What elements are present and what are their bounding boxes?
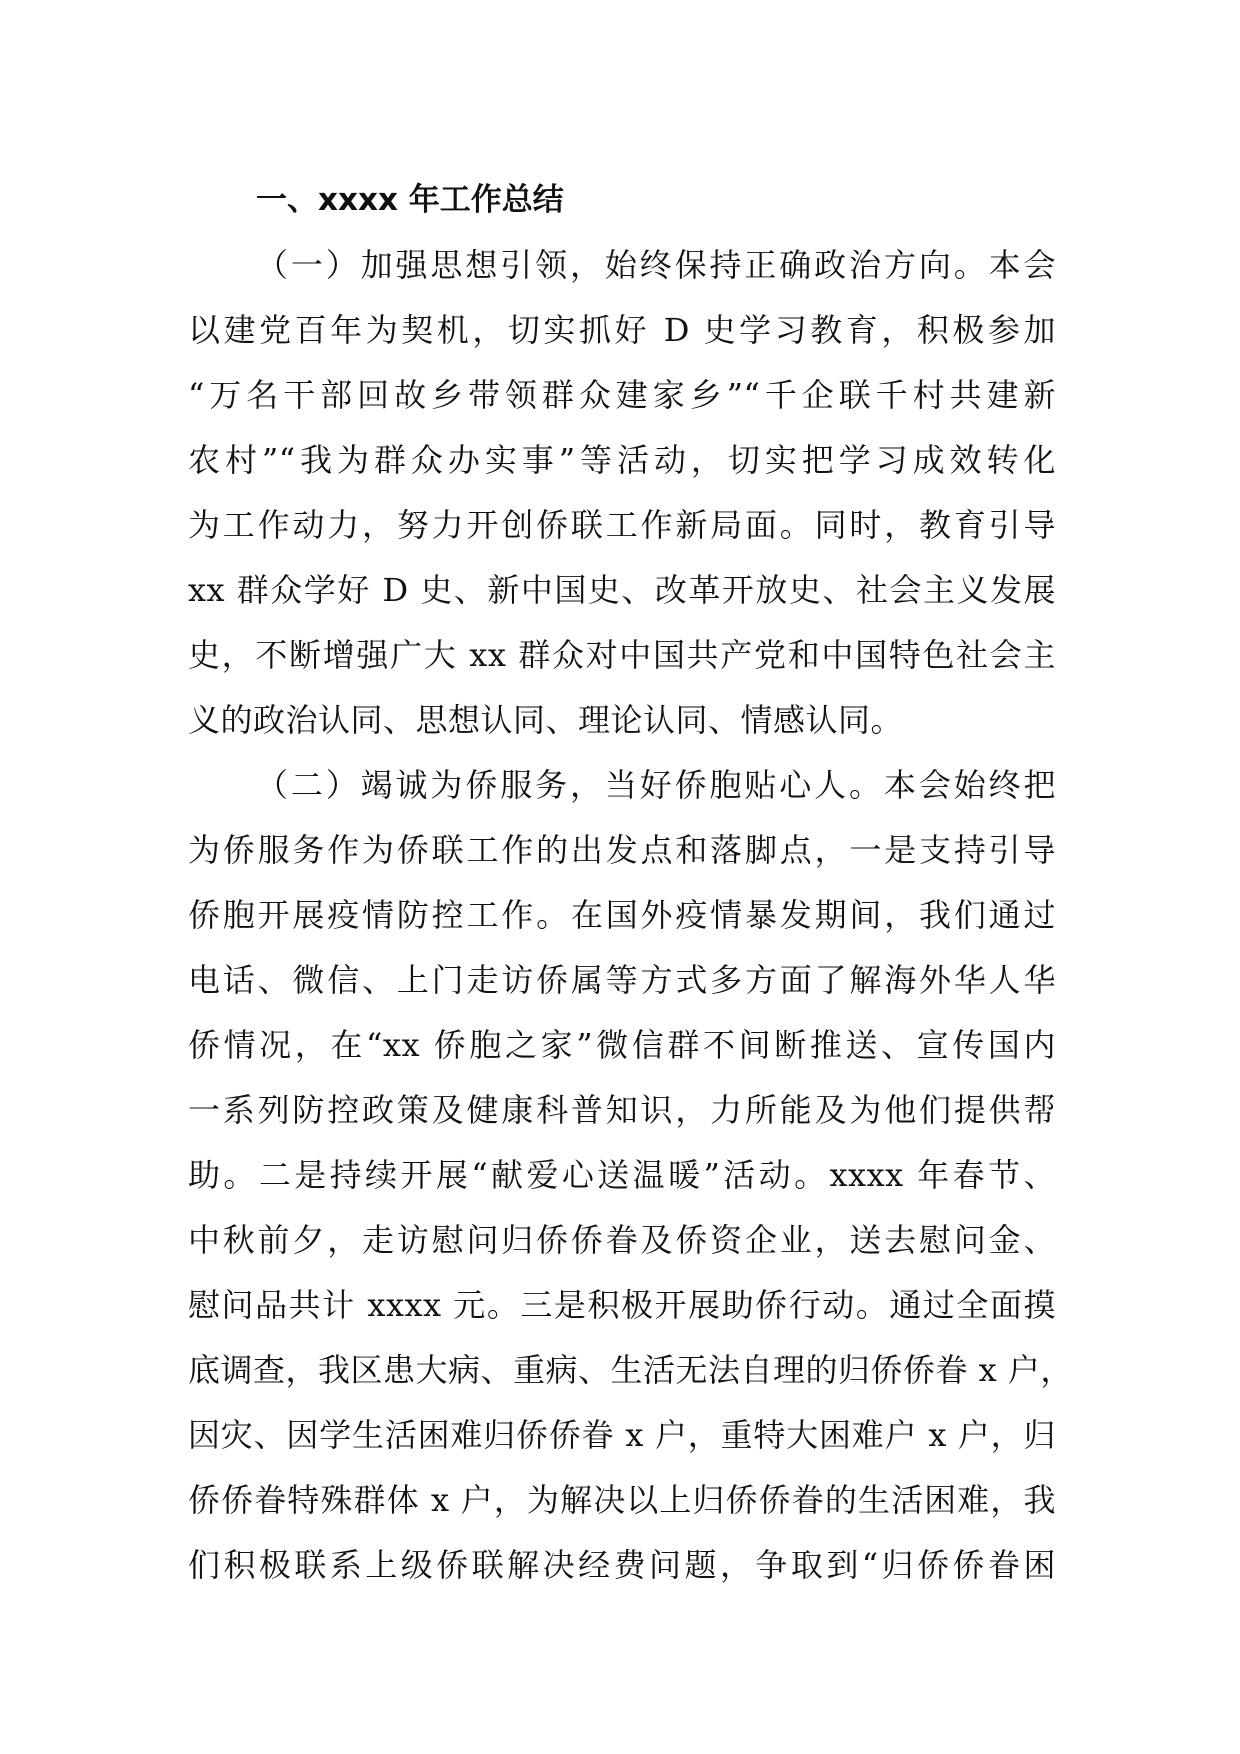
document-body	[188, 168, 1073, 1598]
paragraph-2	[188, 753, 1073, 1598]
paragraph-line: 侨侨眷特殊群体 x 户，为解决以上归侨侨眷的生活困难，我	[188, 1481, 1056, 1519]
paragraph-line: 为工作动力，努力开创侨联工作新局面。同时，教育引导	[188, 506, 1056, 544]
paragraph-1	[188, 233, 1056, 753]
paragraph-line: 因灾、因学生活困难归侨侨眷 x 户，重特大困难户 x 户，归	[188, 1416, 1056, 1454]
paragraph-line: “万名干部回故乡带领群众建家乡”“千企联千村共建新	[188, 376, 1056, 414]
paragraph-line: 中秋前夕，走访慰问归侨侨眷及侨资企业，送去慰问金、	[188, 1221, 1056, 1259]
section-heading: 一、xxxx 年工作总结	[256, 182, 564, 218]
paragraph-line: 电话、微信、上门走访侨属等方式多方面了解海外华人华	[188, 961, 1056, 999]
paragraph-line: 为侨服务作为侨联工作的出发点和落脚点，一是支持引导	[188, 831, 1056, 869]
paragraph-line: 底调查，我区患大病、重病、生活无法自理的归侨侨眷 x 户，	[188, 1351, 1073, 1389]
paragraph-line: （一）加强思想引领，始终保持正确政治方向。本会	[256, 246, 1056, 284]
paragraph-line: 慰问品共计 xxxx 元。三是积极开展助侨行动。通过全面摸	[188, 1286, 1056, 1324]
paragraph-line: 农村”“我为群众办实事”等活动，切实把学习成效转化	[188, 441, 1056, 479]
paragraph-line: 一系列防控政策及健康科普知识，力所能及为他们提供帮	[188, 1091, 1056, 1129]
paragraph-line: 以建党百年为契机，切实抓好 D 史学习教育，积极参加	[188, 311, 1056, 349]
paragraph-line: 助。二是持续开展“献爱心送温暖”活动。xxxx 年春节、	[188, 1156, 1056, 1194]
paragraph-line: 侨情况，在“xx 侨胞之家”微信群不间断推送、宣传国内	[188, 1026, 1056, 1064]
paragraph-line: 们积极联系上级侨联解决经费问题，争取到“归侨侨眷困	[188, 1546, 1056, 1584]
paragraph-line: xx 群众学好 D 史、新中国史、改革开放史、社会主义发展	[188, 571, 1056, 609]
paragraph-line: 史，不断增强广大 xx 群众对中国共产党和中国特色社会主	[188, 636, 1056, 674]
paragraph-line: 侨胞开展疫情防控工作。在国外疫情暴发期间，我们通过	[188, 896, 1056, 934]
paragraph-line: 义的政治认同、思想认同、理论认同、情感认同。	[188, 701, 904, 739]
paragraph-line: （二）竭诚为侨服务，当好侨胞贴心人。本会始终把	[256, 766, 1056, 804]
